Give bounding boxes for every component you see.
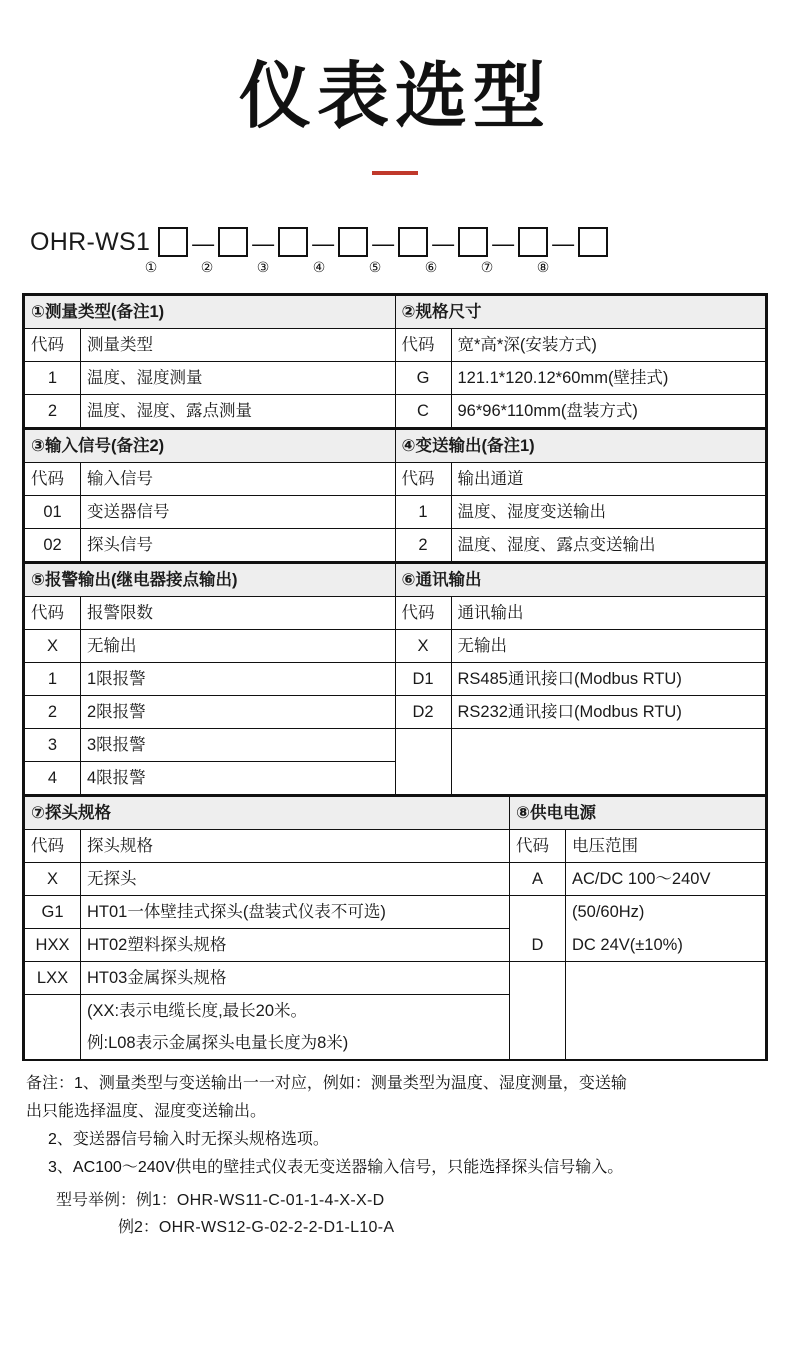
section-7-row-2-value: HT02塑料探头规格	[81, 929, 510, 962]
table-row	[25, 729, 766, 762]
section-2-row-1-code: C	[395, 395, 451, 428]
section-7-row-2-code: HXX	[25, 929, 81, 962]
example-2-label: 例2：	[118, 1219, 159, 1236]
note-line-1b: 出只能选择温度、湿度变送输出。	[26, 1103, 267, 1121]
section-5-row-2-value: 2限报警	[81, 696, 396, 729]
model-slot-3[interactable]	[278, 227, 308, 257]
section-1-value-header: 测量类型	[81, 329, 396, 362]
section-7-row-4-code	[25, 995, 81, 1028]
slot-box-4[interactable]	[338, 227, 368, 257]
section-3-code-header: 代码	[25, 463, 81, 496]
section-8-header: ⑧供电电源	[509, 796, 765, 830]
section-6-row-0-code: X	[395, 630, 451, 663]
section-6-row-1-code: D1	[395, 663, 451, 696]
section-6-row-3-value	[451, 729, 766, 762]
section-6-row-4-value	[451, 762, 766, 795]
section-4-row-0-value: 温度、湿度变送输出	[451, 496, 766, 529]
section-2-row-0-value: 121.1*120.12*60mm(壁挂式)	[451, 362, 766, 395]
example-1-value: OHR-WS11-C-01-1-4-X-X-D	[176, 1191, 385, 1209]
notes-block	[26, 1071, 764, 1181]
section-4-value-header: 输出通道	[451, 463, 766, 496]
table-row	[25, 463, 766, 496]
section-8-value-header: 电压范围	[565, 830, 765, 863]
section-5-row-1-code: 1	[25, 663, 81, 696]
section-8-row-4-value	[565, 995, 765, 1028]
table-row	[25, 863, 766, 896]
model-slot-8[interactable]	[578, 227, 608, 257]
section-3-row-1-code: 02	[25, 529, 81, 562]
section-6-header: ⑥通讯输出	[395, 563, 766, 597]
section-7-row-0-value: 无探头	[81, 863, 510, 896]
section-7-row-0-code: X	[25, 863, 81, 896]
example-row-1	[26, 1187, 764, 1214]
section-5-code-header: 代码	[25, 597, 81, 630]
section-6-row-4-code	[395, 762, 451, 795]
section-7-row-1-code: G1	[25, 896, 81, 929]
section-8-row-3-code	[509, 962, 565, 995]
section-5-row-3-value: 3限报警	[81, 729, 396, 762]
slot-dash-5: —	[432, 231, 455, 257]
section-4-row-0-code: 1	[395, 496, 451, 529]
model-slot-7[interactable]	[518, 227, 548, 257]
section-7-code-header: 代码	[25, 830, 81, 863]
section-8-row-2-code: D	[509, 929, 565, 962]
slot-box-7[interactable]	[518, 227, 548, 257]
model-prefix: OHR-WS1	[30, 228, 151, 257]
section-4-row-1-code: 2	[395, 529, 451, 562]
slot-box-1[interactable]	[158, 227, 188, 257]
title-divider	[372, 171, 418, 175]
slot-dash-4: —	[372, 231, 395, 257]
example-2-value: OHR-WS12-G-02-2-2-D1-L10-A	[158, 1219, 395, 1236]
table-row	[25, 696, 766, 729]
model-slot-2[interactable]	[218, 227, 248, 257]
section-8-row-0-code: A	[509, 863, 565, 896]
section-8-row-5-code	[509, 1027, 565, 1060]
table-row	[25, 563, 766, 597]
section-2-row-1-value: 96*96*110mm(盘装方式)	[451, 395, 766, 428]
section-3-row-0-code: 01	[25, 496, 81, 529]
section-5-header: ⑤报警输出(继电器接点输出)	[25, 563, 396, 597]
table-row	[25, 429, 766, 463]
table-row	[25, 796, 766, 830]
table-row	[25, 529, 766, 562]
examples-block	[26, 1187, 764, 1241]
slot-box-3[interactable]	[278, 227, 308, 257]
slot-dash-6: —	[492, 231, 515, 257]
table-row	[25, 597, 766, 630]
section-2-code-header: 代码	[395, 329, 451, 362]
section-5-row-0-value: 无输出	[81, 630, 396, 663]
section-5-row-4-value: 4限报警	[81, 762, 396, 795]
section-6-value-header: 通讯输出	[451, 597, 766, 630]
table-row	[25, 962, 766, 995]
slot-dash-2: —	[252, 231, 275, 257]
model-slot-1[interactable]	[158, 227, 188, 257]
selection-table	[22, 293, 768, 1061]
table-row	[25, 995, 766, 1028]
table-row	[25, 496, 766, 529]
section-4-row-1-value: 温度、湿度、露点变送输出	[451, 529, 766, 562]
examples-label: 型号举例：	[56, 1191, 137, 1209]
note-line-3: 3、AC100～240V供电的壁挂式仪表无变送器输入信号，只能选择探头信号输入。	[48, 1158, 624, 1176]
slot-box-5[interactable]	[398, 227, 428, 257]
section-1-header: ①测量类型(备注1)	[25, 296, 396, 329]
section-7-row-5-value: 例:L08表示金属探头电量长度为8米)	[81, 1027, 510, 1060]
page-title: 仪表选型	[238, 57, 551, 137]
model-slot-5[interactable]	[398, 227, 428, 257]
table-row	[25, 296, 766, 329]
slot-dash-3: —	[312, 231, 335, 257]
section-8-code-header: 代码	[509, 830, 565, 863]
table-row	[25, 896, 766, 929]
section-5-row-4-code: 4	[25, 762, 81, 795]
section-7-row-1-value: HT01一体壁挂式探头(盘装式仪表不可选)	[81, 896, 510, 929]
section-6-row-2-code: D2	[395, 696, 451, 729]
table-row	[25, 329, 766, 362]
table-row	[25, 929, 766, 962]
slot-box-8[interactable]	[578, 227, 608, 257]
section-3-row-0-value: 变送器信号	[81, 496, 396, 529]
section-4-header: ④变送输出(备注1)	[395, 429, 766, 463]
section-5-row-1-value: 1限报警	[81, 663, 396, 696]
section-2-header: ②规格尺寸	[395, 296, 766, 329]
table-block-3-4	[24, 428, 766, 562]
section-1-row-0-value: 温度、湿度测量	[81, 362, 396, 395]
section-5-row-0-code: X	[25, 630, 81, 663]
table-row	[25, 1027, 766, 1060]
table-row	[25, 762, 766, 795]
section-6-code-header: 代码	[395, 597, 451, 630]
section-1-row-1-value: 温度、湿度、露点测量	[81, 395, 396, 428]
slot-box-2[interactable]	[218, 227, 248, 257]
section-3-header: ③输入信号(备注2)	[25, 429, 396, 463]
section-6-row-3-code	[395, 729, 451, 762]
section-8-row-1-code	[509, 896, 565, 929]
table-block-7-8	[24, 795, 766, 1061]
table-block-5-6	[24, 562, 766, 795]
section-2-value-header: 宽*高*深(安装方式)	[451, 329, 766, 362]
slot-dash-7: —	[552, 231, 575, 257]
section-3-row-1-value: 探头信号	[81, 529, 396, 562]
section-8-row-0-value: AC/DC 100～240V	[565, 863, 765, 896]
model-slot-4[interactable]	[338, 227, 368, 257]
section-1-row-0-code: 1	[25, 362, 81, 395]
table-row	[25, 663, 766, 696]
section-2-row-0-code: G	[395, 362, 451, 395]
section-4-code-header: 代码	[395, 463, 451, 496]
slot-number-1: ①	[144, 259, 158, 276]
section-7-row-5-code	[25, 1027, 81, 1060]
slot-box-6[interactable]	[458, 227, 488, 257]
section-6-row-0-value: 无输出	[451, 630, 766, 663]
slot-number-2: ②	[200, 259, 214, 276]
slot-number-8: ⑧	[536, 259, 550, 276]
section-8-row-3-value	[565, 962, 765, 995]
section-8-row-5-value	[565, 1027, 765, 1060]
slot-dash-1: —	[192, 231, 215, 257]
section-5-row-3-code: 3	[25, 729, 81, 762]
slot-number-6: ⑥	[424, 259, 438, 276]
section-6-row-1-value: RS485通讯接口(Modbus RTU)	[451, 663, 766, 696]
note-line-1: 备注：1、测量类型与变送输出一一对应，例如：测量类型为温度、湿度测量，变送输	[26, 1075, 627, 1093]
slot-number-7: ⑦	[480, 259, 494, 276]
table-row	[25, 395, 766, 428]
model-code-row	[0, 223, 790, 257]
slot-number-3: ③	[256, 259, 270, 276]
section-8-row-1-value: (50/60Hz)	[565, 896, 765, 929]
table-row	[25, 362, 766, 395]
section-5-value-header: 报警限数	[81, 597, 396, 630]
section-1-code-header: 代码	[25, 329, 81, 362]
section-6-row-2-value: RS232通讯接口(Modbus RTU)	[451, 696, 766, 729]
section-7-row-3-value: HT03金属探头规格	[81, 962, 510, 995]
section-8-row-2-value: DC 24V(±10%)	[565, 929, 765, 962]
model-slot-6[interactable]	[458, 227, 488, 257]
table-row	[25, 630, 766, 663]
example-row-2	[26, 1214, 764, 1241]
section-3-value-header: 输入信号	[81, 463, 396, 496]
section-7-row-3-code: LXX	[25, 962, 81, 995]
section-7-value-header: 探头规格	[81, 830, 510, 863]
section-7-row-4-value: (XX:表示电缆长度,最长20米。	[81, 995, 510, 1028]
section-8-row-4-code	[509, 995, 565, 1028]
slot-number-4: ④	[312, 259, 326, 276]
section-5-row-2-code: 2	[25, 696, 81, 729]
slot-number-row	[0, 259, 790, 281]
note-line-2: 2、变送器信号输入时无探头规格选项。	[48, 1131, 329, 1148]
table-row	[25, 830, 766, 863]
example-1-label: 例1：	[136, 1191, 177, 1209]
section-1-row-1-code: 2	[25, 395, 81, 428]
slot-number-5: ⑤	[368, 259, 382, 276]
section-7-header: ⑦探头规格	[25, 796, 510, 830]
table-block-1-2	[24, 295, 766, 428]
